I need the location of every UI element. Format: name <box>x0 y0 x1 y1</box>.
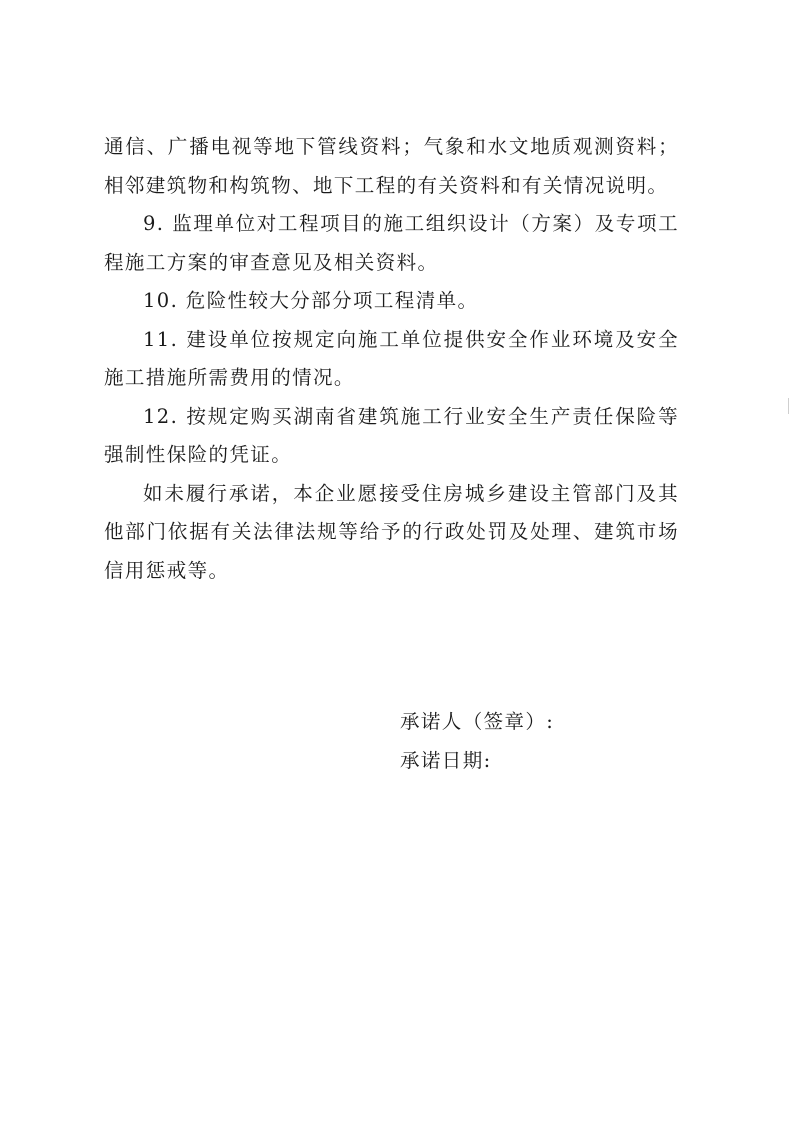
commitment-date-label: 承诺日期: <box>400 748 492 772</box>
commitment-body <box>104 128 679 590</box>
scan-edge-mark <box>788 398 789 414</box>
signature-block <box>400 703 554 780</box>
paragraph-breach-clause: 如未履行承诺，本企业愿接受住房城乡建设主管部门及其他部门依据有关法律法规等给予的行政处罚及处理、建筑市场信用惩戒等。 <box>104 481 679 582</box>
paragraph-item-10: 10. 危险性较大分部分项工程清单。 <box>143 289 479 312</box>
paragraph-item-11: 11. 建设单位按规定向施工单位提供安全作业环境及安全施工措施所需费用的情况。 <box>104 327 679 389</box>
paragraph-item-9: 9. 监理单位对工程项目的施工组织设计（方案）及专项工程施工方案的审查意见及相关资料。 <box>104 212 679 274</box>
signer-label: 承诺人（签章）: <box>400 710 555 733</box>
paragraph-item-12: 12. 按规定购买湖南省建筑施工行业安全生产责任保险等强制性保险的凭证。 <box>104 404 679 466</box>
paragraph-continued-materials: 通信、广播电视等地下管线资料；气象和水文地质观测资料；相邻建筑物和构筑物、地下工程的有关资料和有关情况说明。 <box>104 135 679 197</box>
